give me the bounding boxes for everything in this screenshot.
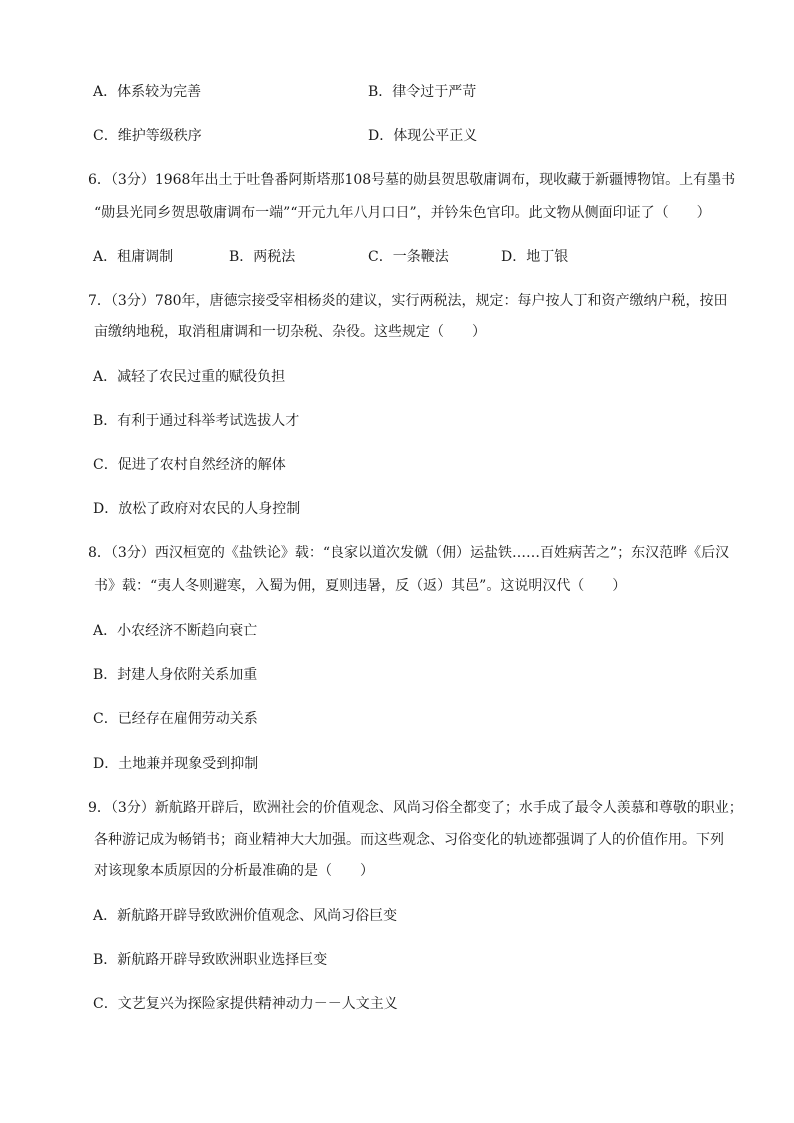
option-text: 地丁银: [526, 249, 569, 265]
option-text: 文艺复兴为探险家提供精神动力－－人文主义: [117, 996, 398, 1012]
q6-option-b: [229, 247, 295, 267]
q5-option-c: [93, 126, 202, 146]
option-letter: D．: [368, 128, 394, 144]
option-letter: B．: [93, 667, 118, 683]
option-letter: A．: [93, 623, 118, 639]
option-text: 已经存在雇佣劳动关系: [117, 711, 258, 727]
option-text: 新航路开辟导致欧洲职业选择巨变: [117, 952, 328, 968]
option-text: 体现公平正义: [393, 128, 478, 144]
option-text: 有利于通过科举考试选拔人才: [117, 413, 300, 429]
option-letter: B．: [229, 249, 254, 265]
q8-option-c: [93, 709, 258, 729]
q7-option-c: [93, 455, 286, 475]
option-letter: B．: [368, 84, 393, 100]
option-letter: A．: [93, 369, 118, 385]
q6-stem-line-1: 6．（3分）1968年出土于吐鲁番阿斯塔那108号墓的勋县贺思敬庸调布，现收藏于新疆博物馆。上有墨书: [88, 172, 736, 188]
q6-option-c: [368, 247, 449, 267]
q5-option-b: [368, 82, 476, 102]
q9-stem-line-3: 对该现象本质原因的分析最准确的是（ ）: [94, 863, 374, 879]
option-text: 维护等级秩序: [117, 128, 202, 144]
q6-option-d: [501, 247, 568, 267]
option-letter: D．: [501, 249, 527, 265]
q9-option-a: [93, 906, 397, 926]
option-letter: C．: [93, 128, 118, 144]
q5-option-a: [93, 82, 201, 102]
option-text: 封建人身依附关系加重: [117, 667, 258, 683]
option-text: 一条鞭法: [392, 249, 449, 265]
q7-option-a: [93, 367, 285, 387]
q6-option-a: [93, 247, 173, 267]
q7-option-d: [93, 499, 300, 519]
q9-stem-line-2: 各种游记成为畅销书；商业精神大大加强。而这些观念、习俗变化的轨迹都强调了人的价值作用。下列: [94, 832, 724, 848]
q8-option-a: [93, 621, 257, 641]
q8-option-d: [93, 754, 258, 774]
option-letter: D．: [93, 501, 119, 517]
option-text: 租庸调制: [117, 249, 174, 265]
option-text: 两税法: [253, 249, 296, 265]
q7-stem-line-1: 7．（3分）780年，唐德宗接受宰相杨炎的建议，实行两税法，规定：每户按人丁和资产缴纳户税，按田: [88, 293, 728, 309]
q7-stem-line-2: 亩缴纳地税，取消租庸调和一切杂税、杂役。这些规定（ ）: [94, 324, 486, 340]
option-text: 减轻了农民过重的赋役负担: [117, 369, 286, 385]
q6-stem-line-2: “勋县光同乡贺思敬庸调布一端”“开元九年八月口日”，并钤朱色官印。此文物从侧面印证了（ ）: [94, 205, 711, 221]
option-text: 律令过于严苛: [392, 84, 477, 100]
option-letter: A．: [93, 908, 118, 924]
option-text: 新航路开辟导致欧洲价值观念、风尚习俗巨变: [117, 908, 398, 924]
option-letter: A．: [93, 249, 118, 265]
q8-stem-line-1: 8．（3分）西汉桓宽的《盐铁论》载：“良家以道次发僦（佣）运盐铁……百姓病苦之”；东汉范晔《后汉: [88, 545, 730, 561]
option-text: 小农经济不断趋向衰亡: [117, 623, 258, 639]
q8-stem-line-2: 书》载：“夷人冬则避寒，入蜀为佣，夏则违暑，反（返）其邑”。这说明汉代（ ）: [94, 578, 627, 594]
option-letter: B．: [93, 952, 118, 968]
option-letter: A．: [93, 84, 118, 100]
option-text: 促进了农村自然经济的解体: [117, 457, 286, 473]
option-letter: C．: [93, 996, 118, 1012]
option-text: 土地兼并现象受到抑制: [118, 756, 259, 772]
q7-option-b: [93, 411, 299, 431]
option-letter: D．: [93, 756, 119, 772]
q8-option-b: [93, 665, 257, 685]
q9-stem-line-1: 9．（3分）新航路开辟后，欧洲社会的价值观念、风尚习俗全都变了；水手成了最令人羡慕和尊敬的职业；: [88, 800, 743, 816]
q9-option-c: [93, 994, 398, 1014]
q5-option-d: [368, 126, 477, 146]
option-text: 放松了政府对农民的人身控制: [118, 501, 301, 517]
option-letter: C．: [93, 711, 118, 727]
option-letter: C．: [368, 249, 393, 265]
q9-option-b: [93, 950, 327, 970]
option-letter: C．: [93, 457, 118, 473]
option-letter: B．: [93, 413, 118, 429]
option-text: 体系较为完善: [117, 84, 202, 100]
